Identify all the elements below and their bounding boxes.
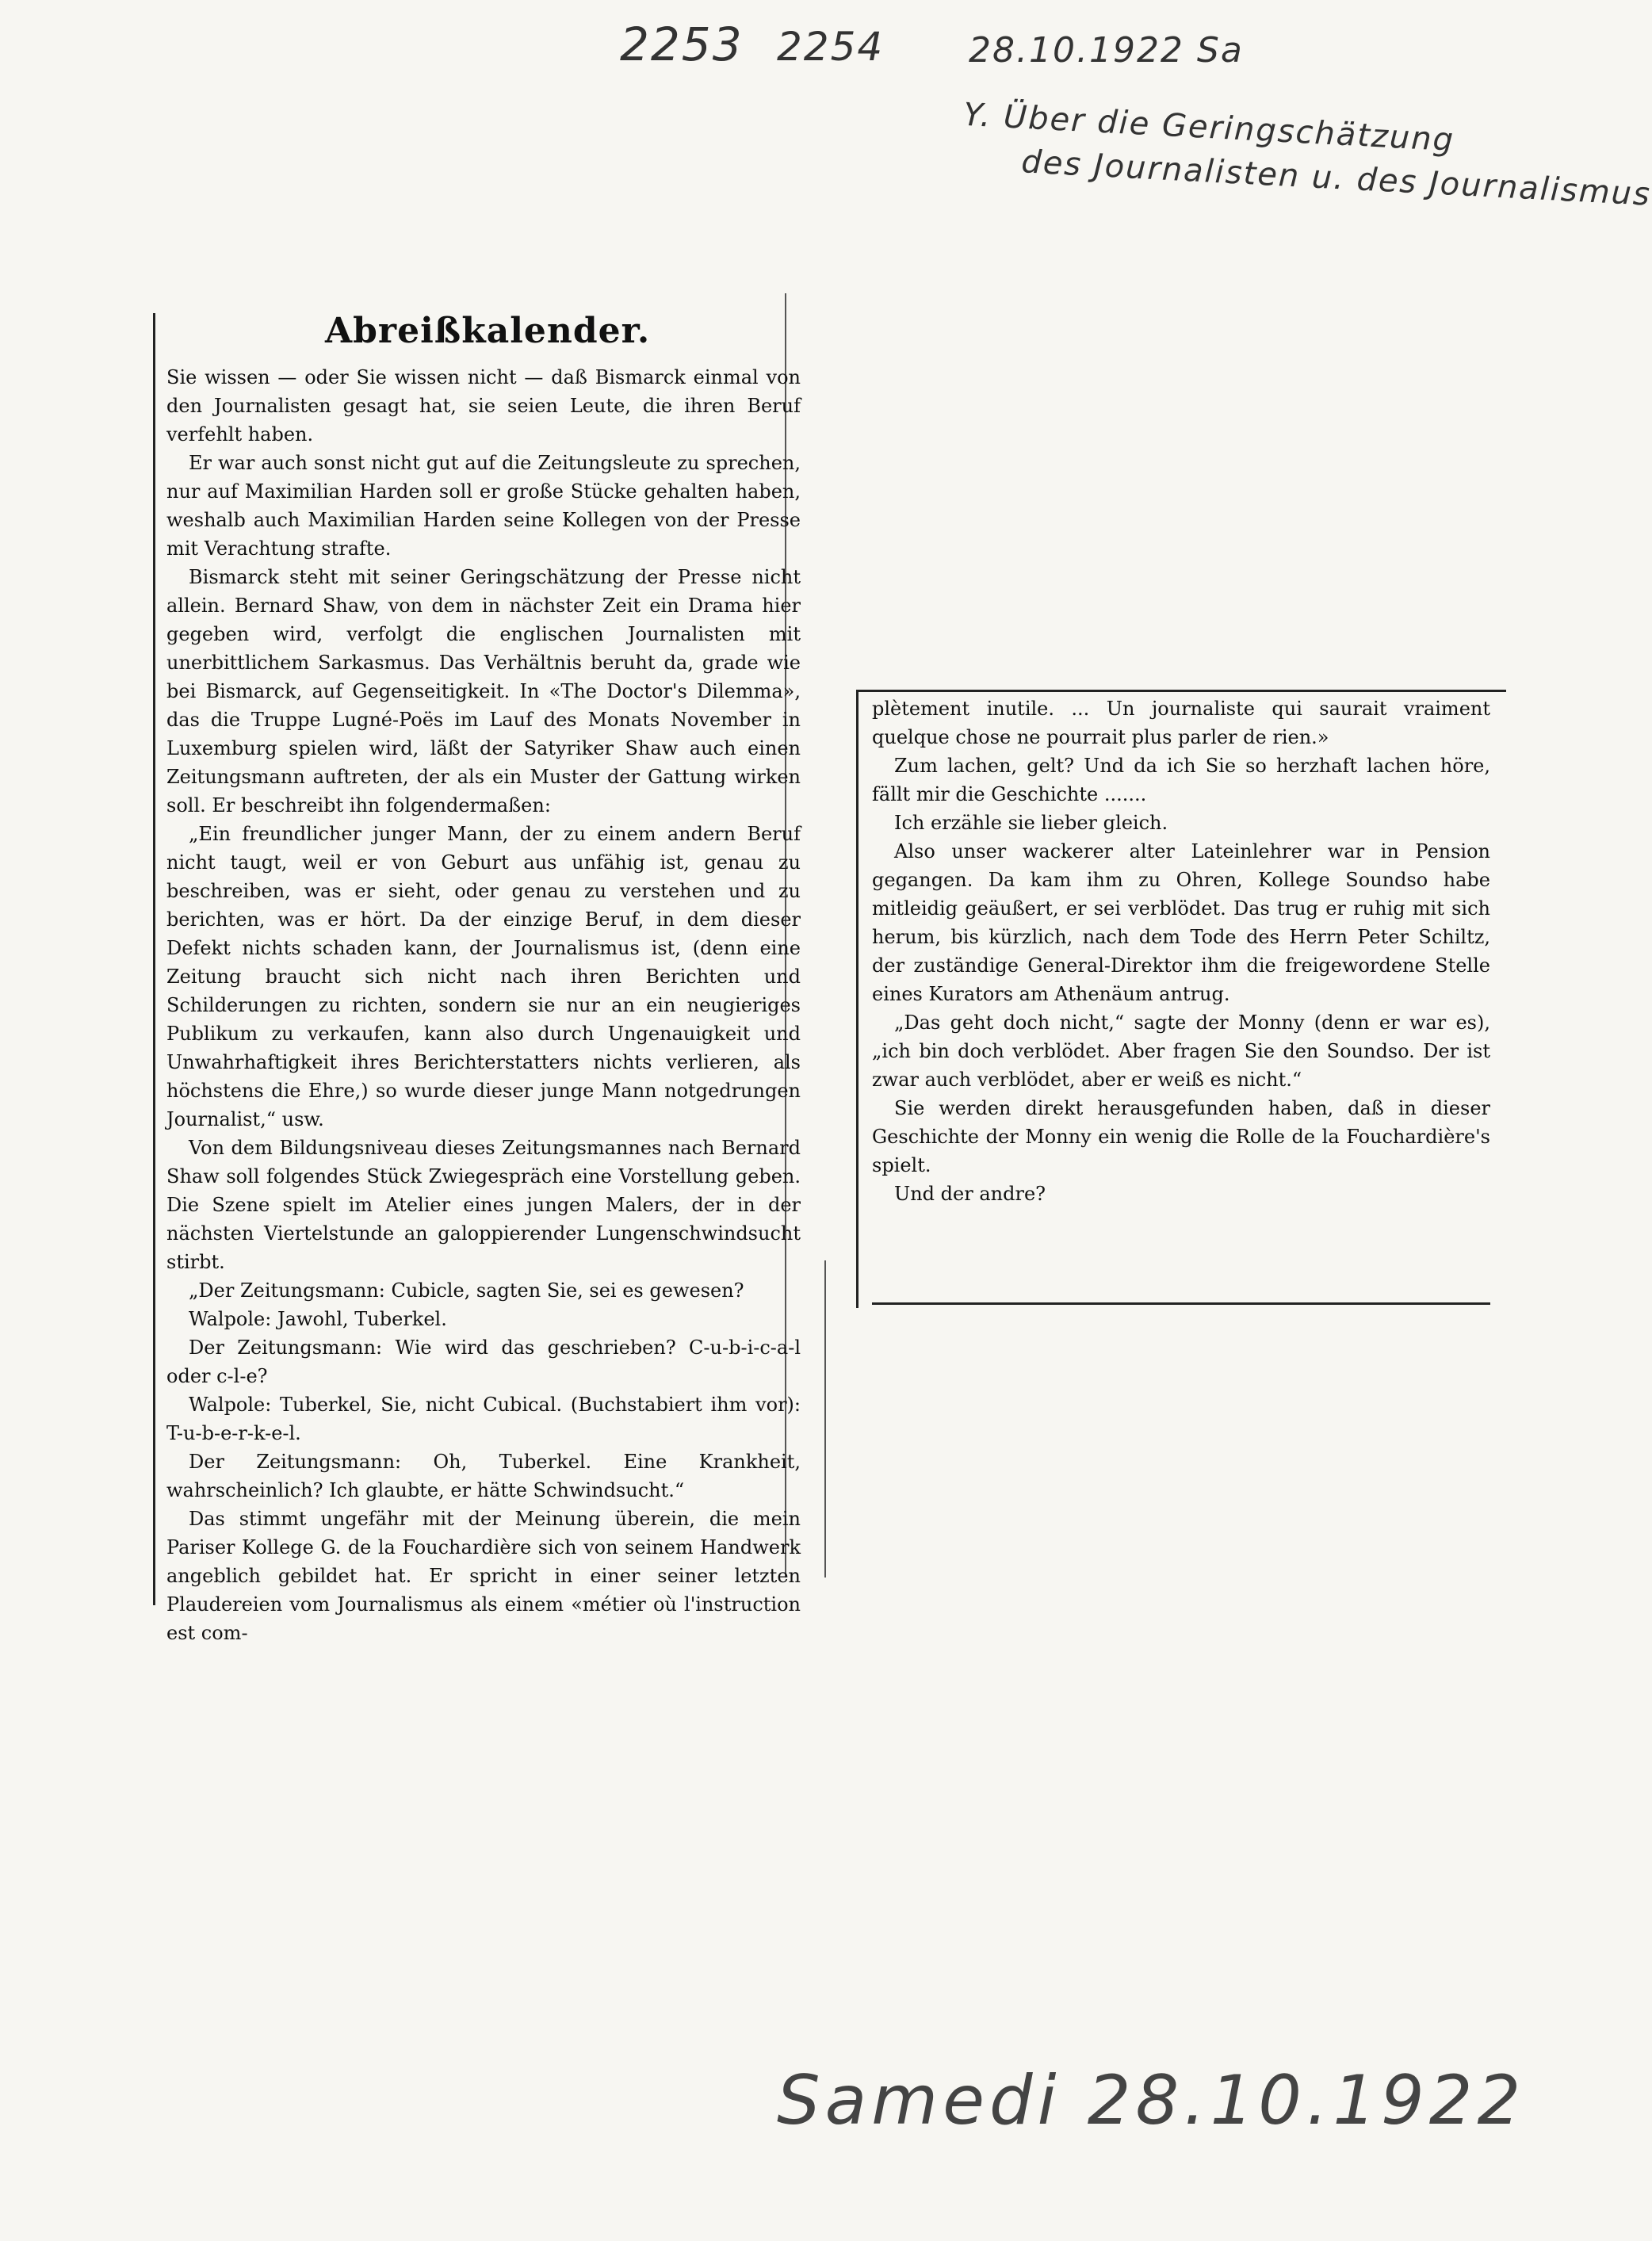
archive-number-second: 2254: [777, 24, 885, 70]
paragraph: Und der andre?: [894, 1183, 1046, 1205]
paragraph: Ich erzähle sie lieber gleich.: [894, 812, 1168, 834]
paragraph: „Der Zeitungsmann: Cubicle, sagten Sie, sei es gewesen?: [189, 1279, 744, 1302]
clipping-edge-line-lower: [824, 1260, 826, 1577]
paragraph: Sie werden direkt herausgefunden haben, daß in dieser Geschichte der Monny ein wenig die Rolle de la Fouchardière's spielt.: [872, 1097, 1490, 1176]
paragraph: „Ein freundlicher junger Mann, der zu einem andern Beruf nicht taugt, weil er von Geburt aus unfähig ist, genau zu beschreiben, was er sieht, oder genau zu verstehen und zu berichten, was er hört. Da der einzige Beruf, in dem dieser Defekt nichts schaden kann, der Journalismus ist, (denn eine Zeitung braucht sich nicht nach ihren Berichten und Schilderungen zu richten, sondern sie nur an ein neugieriges Publikum zu verkaufen, kann also durch Ungenauigkeit und Unwahrhaftigkeit ihres Berichterstatters nichts verlieren, als höchstens die Ehre,) so wurde dieser junge Mann notgedrungen Journalist,“ usw.: [166, 823, 801, 1130]
paragraph: Der Zeitungsmann: Oh, Tuberkel. Eine Krankheit, wahrscheinlich? Ich glaubte, er hätte Schwindsucht.“: [166, 1451, 801, 1501]
handwritten-note-line-1: Y. Über die Geringschätzung: [962, 96, 1456, 159]
paragraph: Zum lachen, gelt? Und da ich Sie so herzhaft lachen höre, fällt mir die Geschichte .......: [872, 755, 1490, 805]
paragraph: Walpole: Jawohl, Tuberkel.: [189, 1308, 447, 1330]
clipping-right-bottom-rule: [872, 1302, 1490, 1305]
article-left-column: [166, 363, 801, 1647]
archive-number: 2253: [620, 17, 744, 71]
handwritten-note-line-2: des Journalisten u. des Journalismus: [1020, 143, 1652, 213]
paragraph: Er war auch sonst nicht gut auf die Zeitungsleute zu sprechen, nur auf Maximilian Harden soll er große Stücke gehalten haben, weshalb auch Maximilian Harden seine Kollegen von der Presse mit Verachtung strafte.: [166, 452, 801, 560]
clipping-right-top-rule: [856, 690, 1506, 692]
handwritten-date-top: 28.10.1922 Sa: [969, 30, 1244, 71]
paragraph: Bismarck steht mit seiner Geringschätzung der Presse nicht allein. Bernard Shaw, von dem in nächster Zeit ein Drama hier gegeben wird, verfolgt die englischen Journalisten mit unerbittlichem Sarkasmus. Das Verhältnis beruht da, grade wie bei Bismarck, auf Gegenseitigkeit. In «The Doctor's Dilemma», das die Truppe Lugné-Poës im Lauf des Monats November in Luxemburg spielen wird, läßt der Satyriker Shaw auch einen Zeitungsmann auftreten, der als ein Muster der Gattung wirken soll. Er beschreibt ihn folgendermaßen:: [166, 566, 801, 816]
article-headline: Abreißkalender.: [325, 311, 651, 351]
paragraph: Also unser wackerer alter Lateinlehrer war in Pension gegangen. Da kam ihm zu Ohren, Kollege Soundso habe mitleidig geäußert, er sei verblödet. Das trug er ruhig mit sich herum, bis kürzlich, nach dem Tode des Herrn Peter Schiltz, der zuständige General-Direktor ihm die freigewordene Stelle eines Kurators am Athenäum antrug.: [872, 840, 1490, 1005]
paragraph: Das stimmt ungefähr mit der Meinung überein, die mein Pariser Kollege G. de la Fouchardière sich von seinem Handwerk angeblich gebildet hat. Er spricht in einer seiner letzten Plaudereien vom Journalismus als einem «métier où l'instruction est com-: [166, 1508, 801, 1644]
paragraph: Der Zeitungsmann: Wie wird das geschrieben? C-u-b-i-c-a-l oder c-l-e?: [166, 1337, 801, 1387]
paragraph: Sie wissen — oder Sie wissen nicht — daß Bismarck einmal von den Journalisten gesagt hat, sie seien Leute, die ihren Beruf verfehlt haben.: [166, 366, 801, 446]
paragraph: „Das geht doch nicht,“ sagte der Monny (denn er war es), „ich bin doch verblödet. Aber fragen Sie den Soundso. Der ist zwar auch verblödet, aber er weiß es nicht.“: [872, 1012, 1490, 1091]
paragraph: plètement inutile. ... Un journaliste qui saurait vraiment quelque chose ne pourrait plus parler de rien.»: [872, 698, 1490, 748]
article-right-column: [872, 694, 1490, 1208]
paragraph: Von dem Bildungsniveau dieses Zeitungsmannes nach Bernard Shaw soll folgendes Stück Zwiegespräch eine Vorstellung geben. Die Szene spielt im Atelier eines jungen Malers, der in der nächsten Viertelstunde an galoppierender Lungenschwindsucht stirbt.: [166, 1137, 801, 1273]
paragraph: Walpole: Tuberkel, Sie, nicht Cubical. (Buchstabiert ihm vor): T-u-b-e-r-k-e-l.: [166, 1394, 801, 1444]
handwritten-date-bottom: Samedi 28.10.1922: [777, 2061, 1526, 2140]
